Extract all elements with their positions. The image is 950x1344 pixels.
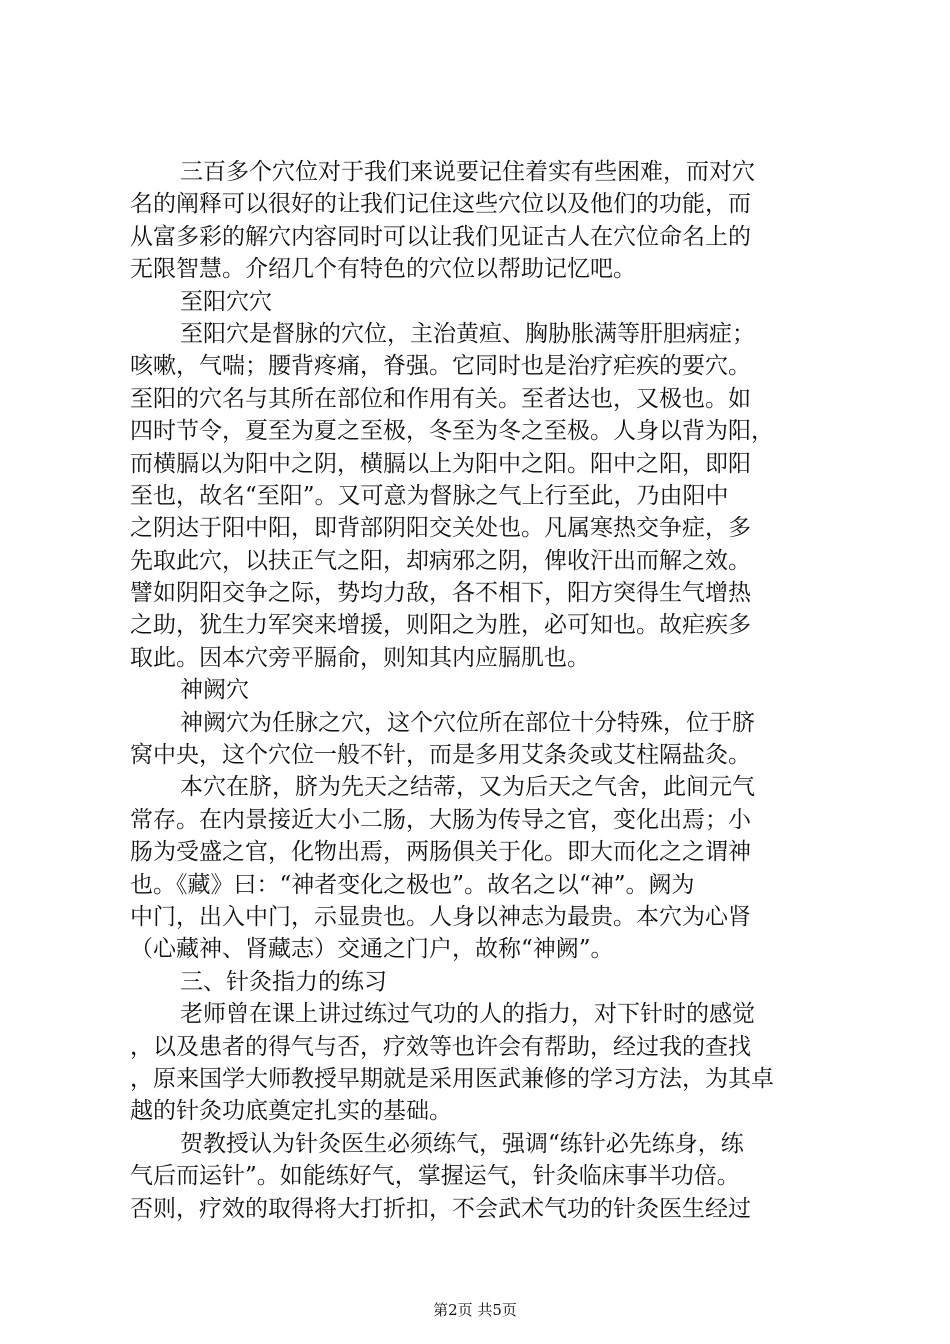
paragraph-line: 气后而运针”。如能练好气，掌握运气，针灸临床事半功倍。 [130,1163,740,1190]
paragraph-line: 之阴达于阳中阳，即背部阴阳交关处也。凡属寒热交争症，多 [130,515,751,542]
paragraph-line: 中门，出入中门，示显贵也。人身以神志为最贵。本穴为心肾 [130,903,751,930]
paragraph-line: 四时节令，夏至为夏之至极，冬至为冬之至极。人身以背为阳， [130,418,774,445]
paragraph-line: （心藏神、肾藏志）交通之门户，故称“神阙”。 [130,936,614,963]
paragraph-line: 譬如阴阳交争之际，势均力敌，各不相下，阳方突得生气增热 [130,580,751,607]
paragraph-line: 先取此穴，以扶正气之阳，却病邪之阴，俾收汗出而解之效。 [130,547,751,574]
section-heading: 至阳穴穴 [180,288,272,315]
document-body [130,156,830,1225]
paragraph-line: 本穴在脐，脐为先天之结蒂，又为后天之气舍，此间元气 [180,774,755,801]
paragraph-line: 之助，犹生力军突来增援，则阳之为胜，必可知也。故疟疾多 [130,612,751,639]
paragraph-line: 否则，疗效的取得将大打折扣，不会武术气功的针灸医生经过 [130,1195,751,1222]
paragraph-line: 名的阐释可以很好的让我们记住这些穴位以及他们的功能，而 [130,191,751,218]
paragraph-line: 常存。在内景接近大小二肠，大肠为传导之官，变化出焉；小 [130,806,751,833]
paragraph-line: 三百多个穴位对于我们来说要记住着实有些困难，而对穴 [180,159,755,185]
paragraph-line: 贺教授认为针灸医生必须练气，强调“练针必先练身，练 [180,1130,744,1157]
paragraph-line: 从富多彩的解穴内容同时可以让我们见证古人在穴位命名上的 [130,223,751,250]
paragraph-line: 咳嗽，气喘；腰背疼痛，脊强。它同时也是治疗疟疾的要穴。 [130,353,751,380]
section-heading: 三、针灸指力的练习 [180,968,387,995]
paragraph-line: 至也，故名“至阳”。又可意为督脉之气上行至此，乃由阳中 [130,482,729,509]
paragraph-line: 无限智慧。介绍几个有特色的穴位以帮助记忆吧。 [130,256,636,283]
paragraph-line: ，原来国学大师教授早期就是采用医武兼修的学习方法，为其卓 [130,1065,774,1092]
paragraph-line: 取此。因本穴旁平膈俞，则知其内应膈肌也。 [130,644,590,671]
paragraph-line: 而横膈以为阳中之阴，横膈以上为阳中之阳。阳中之阳，即阳 [130,450,751,477]
paragraph-line: 越的针灸功底奠定扎实的基础。 [130,1098,452,1125]
paragraph-line: 老师曾在课上讲过练过气功的人的指力，对下针时的感觉 [180,1001,755,1028]
page-number-footer: 第2页 共5页 [433,1301,517,1319]
paragraph-line: 也。《藏》曰：“神者变化之极也”。故名之以“神”。阙为 [130,871,695,898]
paragraph-line: ，以及患者的得气与否，疗效等也许会有帮助，经过我的查找 [130,1033,751,1060]
paragraph-line: 至阳的穴名与其所在部位和作用有关。至者达也，又极也。如 [130,385,751,412]
paragraph-line: 窝中央，这个穴位一般不针，而是多用艾条灸或艾柱隔盐灸。 [130,742,751,769]
paragraph-line: 神阙穴为任脉之穴，这个穴位所在部位十分特殊，位于脐 [180,709,755,736]
paragraph-line: 至阳穴是督脉的穴位，主治黄疸、胸胁胀满等肝胆病症； [180,320,755,347]
paragraph-line: 肠为受盛之官，化物出焉，两肠俱关于化。即大而化之之谓神 [130,839,751,866]
section-heading: 神阙穴 [180,677,249,704]
